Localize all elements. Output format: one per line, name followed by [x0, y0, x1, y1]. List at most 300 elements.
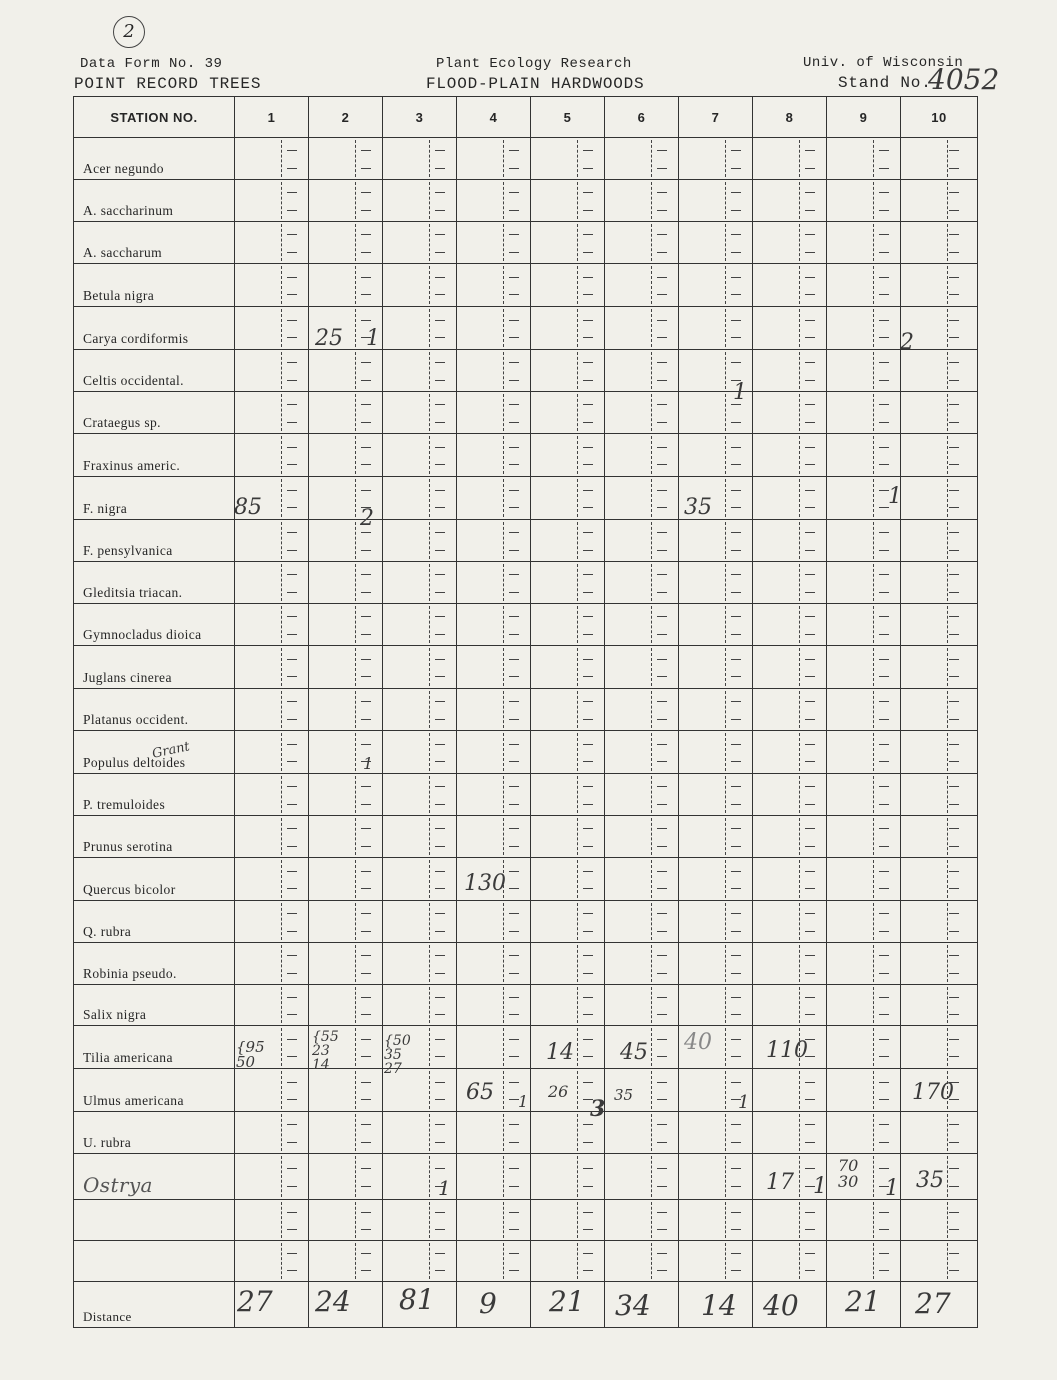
station-cell[interactable] [383, 731, 457, 774]
station-cell[interactable] [753, 264, 827, 307]
station-cell[interactable] [531, 985, 605, 1026]
station-cell[interactable] [605, 307, 679, 350]
station-cell[interactable] [605, 180, 679, 222]
station-cell[interactable] [679, 943, 753, 985]
station-cell[interactable] [235, 858, 309, 901]
station-cell[interactable] [309, 562, 383, 604]
station-cell[interactable] [753, 1200, 827, 1241]
species-row [74, 307, 978, 350]
station-cell[interactable] [901, 180, 978, 222]
community-title: FLOOD-PLAIN HARDWOODS [426, 75, 645, 93]
distance-value: 9 [479, 1287, 497, 1320]
station-cell[interactable] [309, 858, 383, 901]
station-cell[interactable] [457, 1241, 531, 1282]
station-cell[interactable] [531, 774, 605, 816]
station-cell[interactable] [827, 307, 901, 350]
station-cell[interactable] [605, 901, 679, 943]
station-cell[interactable] [827, 858, 901, 901]
station-cell[interactable] [383, 264, 457, 307]
station-cell[interactable] [531, 816, 605, 858]
station-cell[interactable] [827, 138, 901, 180]
station-cell[interactable] [457, 307, 531, 350]
species-name: Crataegus sp. [74, 392, 235, 434]
station-cell[interactable] [383, 222, 457, 264]
station-cell[interactable] [531, 901, 605, 943]
station-cell[interactable] [827, 222, 901, 264]
entry-fnigra-1: 85 [234, 495, 262, 520]
station-cell[interactable] [753, 774, 827, 816]
station-cell[interactable] [383, 1112, 457, 1154]
station-cell[interactable] [827, 731, 901, 774]
station-cell[interactable] [753, 985, 827, 1026]
station-cell[interactable] [531, 858, 605, 901]
entry-tilia-1: {95 50 [236, 1038, 265, 1071]
station-cell[interactable] [679, 646, 753, 689]
station-cell[interactable] [827, 774, 901, 816]
species-name: Quercus bicolor [74, 858, 235, 901]
station-cell[interactable] [679, 1241, 753, 1282]
entry-carya-2-count: 1 [366, 326, 380, 351]
station-cell[interactable] [531, 562, 605, 604]
station-cell[interactable] [383, 943, 457, 985]
station-cell[interactable] [309, 604, 383, 646]
station-cell[interactable] [901, 604, 978, 646]
station-cell[interactable] [827, 985, 901, 1026]
station-cell[interactable] [531, 731, 605, 774]
entry-ostrya-8: 17 [766, 1170, 794, 1195]
station-cell[interactable] [309, 1200, 383, 1241]
station-cell[interactable] [901, 392, 978, 434]
species-row [74, 604, 978, 646]
species-row [74, 901, 978, 943]
station-cell[interactable] [753, 138, 827, 180]
station-cell[interactable] [753, 477, 827, 520]
station-cell[interactable] [531, 1154, 605, 1200]
station-cell[interactable] [309, 222, 383, 264]
station-cell[interactable] [901, 222, 978, 264]
station-cell[interactable] [457, 264, 531, 307]
station-cell[interactable] [235, 392, 309, 434]
station-cell[interactable] [235, 689, 309, 731]
station-cell[interactable] [383, 477, 457, 520]
station-cell[interactable] [753, 646, 827, 689]
program-title: Plant Ecology Research [436, 56, 632, 72]
station-cell[interactable] [605, 1241, 679, 1282]
station-cell[interactable] [827, 264, 901, 307]
station-cell[interactable] [679, 222, 753, 264]
station-cell[interactable] [901, 1200, 978, 1241]
species-name: F. nigra [74, 477, 235, 520]
distance-cell [457, 1282, 531, 1328]
station-cell[interactable] [605, 689, 679, 731]
distance-cell [679, 1282, 753, 1328]
species-row [74, 646, 978, 689]
station-cell[interactable] [679, 1200, 753, 1241]
station-cell[interactable] [309, 1154, 383, 1200]
station-cell[interactable] [679, 689, 753, 731]
entry-carya-2: 25 [315, 326, 343, 351]
species-row [74, 264, 978, 307]
station-cell[interactable] [901, 1112, 978, 1154]
station-cell[interactable] [605, 264, 679, 307]
entry-fnigra-9: 1 [888, 484, 902, 509]
station-cell[interactable] [531, 477, 605, 520]
station-cell[interactable] [605, 943, 679, 985]
station-cell[interactable] [753, 604, 827, 646]
station-cell[interactable] [753, 392, 827, 434]
station-cell[interactable] [679, 985, 753, 1026]
station-cell[interactable] [827, 1241, 901, 1282]
station-cell[interactable] [827, 943, 901, 985]
station-cell[interactable] [457, 434, 531, 477]
station-cell[interactable] [309, 180, 383, 222]
station-cell[interactable] [753, 180, 827, 222]
station-cell[interactable] [827, 180, 901, 222]
station-cell[interactable] [383, 562, 457, 604]
station-cell[interactable] [309, 138, 383, 180]
species-name: U. rubra [74, 1112, 235, 1154]
station-cell[interactable] [679, 604, 753, 646]
station-cell[interactable] [605, 392, 679, 434]
station-3-header: 3 [383, 97, 457, 138]
station-cell[interactable] [309, 901, 383, 943]
station-cell[interactable] [827, 604, 901, 646]
station-cell[interactable] [901, 858, 978, 901]
station-cell[interactable] [827, 689, 901, 731]
station-cell[interactable] [901, 1241, 978, 1282]
station-cell[interactable] [235, 985, 309, 1026]
station-cell[interactable] [457, 604, 531, 646]
station-cell[interactable] [605, 222, 679, 264]
station-cell[interactable] [457, 138, 531, 180]
station-cell[interactable] [309, 1069, 383, 1112]
station-cell[interactable] [457, 392, 531, 434]
station-cell[interactable] [605, 1154, 679, 1200]
station-cell[interactable] [383, 646, 457, 689]
station-cell[interactable] [753, 943, 827, 985]
station-cell[interactable] [679, 562, 753, 604]
species-row [74, 392, 978, 434]
station-cell[interactable] [531, 646, 605, 689]
station-cell[interactable] [457, 1200, 531, 1241]
station-cell[interactable] [901, 138, 978, 180]
entry-ulmus-6: 35 [614, 1086, 634, 1104]
station-cell[interactable] [753, 434, 827, 477]
station-cell[interactable] [235, 901, 309, 943]
station-cell[interactable] [901, 689, 978, 731]
station-cell[interactable] [457, 350, 531, 392]
station-cell[interactable] [827, 392, 901, 434]
entry-tilia-2: {55 23 14 [312, 1029, 339, 1073]
station-cell[interactable] [901, 1026, 978, 1069]
station-cell[interactable] [827, 816, 901, 858]
station-cell[interactable] [457, 774, 531, 816]
station-cell[interactable] [457, 816, 531, 858]
station-cell[interactable] [901, 434, 978, 477]
station-cell[interactable] [679, 307, 753, 350]
entry-fnigra-7: 35 [684, 495, 712, 520]
station-cell[interactable] [235, 520, 309, 562]
station-cell[interactable] [531, 138, 605, 180]
station-cell[interactable] [235, 434, 309, 477]
station-cell[interactable] [753, 350, 827, 392]
entry-carya-10: 2 [900, 330, 914, 355]
station-cell[interactable] [679, 858, 753, 901]
station-cell[interactable] [309, 1241, 383, 1282]
station-cell[interactable] [309, 1112, 383, 1154]
station-cell[interactable] [235, 562, 309, 604]
station-cell[interactable] [531, 307, 605, 350]
station-cell[interactable] [901, 985, 978, 1026]
station-cell[interactable] [753, 222, 827, 264]
species-row [74, 943, 978, 985]
species-row [74, 816, 978, 858]
station-cell[interactable] [605, 562, 679, 604]
station-cell[interactable] [753, 1112, 827, 1154]
station-cell[interactable] [605, 731, 679, 774]
station-cell[interactable] [309, 434, 383, 477]
station-cell[interactable] [605, 774, 679, 816]
station-cell[interactable] [457, 731, 531, 774]
distance-row [74, 1282, 978, 1328]
station-cell[interactable] [383, 816, 457, 858]
station-cell[interactable] [457, 222, 531, 264]
station-cell[interactable] [383, 985, 457, 1026]
station-cell[interactable] [235, 646, 309, 689]
station-2-header: 2 [309, 97, 383, 138]
station-cell[interactable] [383, 901, 457, 943]
species-row [74, 138, 978, 180]
station-cell[interactable] [383, 774, 457, 816]
station-cell[interactable] [235, 350, 309, 392]
station-cell[interactable] [753, 562, 827, 604]
species-row [74, 985, 978, 1026]
station-cell[interactable] [901, 731, 978, 774]
station-cell[interactable] [457, 985, 531, 1026]
station-cell[interactable] [235, 1200, 309, 1241]
station-cell[interactable] [383, 392, 457, 434]
station-cell[interactable] [235, 774, 309, 816]
distance-cell [309, 1282, 383, 1328]
station-cell[interactable] [457, 1026, 531, 1069]
station-cell[interactable] [679, 180, 753, 222]
station-6-header: 6 [605, 97, 679, 138]
entry-tilia-8: 110 [766, 1038, 808, 1063]
station-cell[interactable] [235, 1154, 309, 1200]
station-cell[interactable] [901, 264, 978, 307]
station-cell[interactable] [605, 477, 679, 520]
station-cell[interactable] [383, 434, 457, 477]
station-cell[interactable] [827, 1112, 901, 1154]
station-cell[interactable] [753, 689, 827, 731]
station-cell[interactable] [383, 307, 457, 350]
station-cell[interactable] [901, 816, 978, 858]
station-cell[interactable] [235, 138, 309, 180]
station-cell[interactable] [753, 520, 827, 562]
station-cell[interactable] [457, 646, 531, 689]
station-cell[interactable] [531, 264, 605, 307]
station-cell[interactable] [235, 307, 309, 350]
station-cell[interactable] [605, 604, 679, 646]
distance-cell [383, 1282, 457, 1328]
station-cell[interactable] [901, 901, 978, 943]
station-cell[interactable] [383, 1241, 457, 1282]
station-cell[interactable] [457, 689, 531, 731]
station-cell[interactable] [901, 774, 978, 816]
station-cell[interactable] [235, 1069, 309, 1112]
station-cell[interactable] [679, 774, 753, 816]
station-cell[interactable] [457, 901, 531, 943]
station-cell[interactable] [309, 350, 383, 392]
station-cell[interactable] [605, 350, 679, 392]
station-cell[interactable] [753, 858, 827, 901]
station-cell[interactable] [753, 901, 827, 943]
station-cell[interactable] [827, 520, 901, 562]
stand-number-handwritten: 4052 [928, 63, 1000, 96]
station-cell[interactable] [679, 731, 753, 774]
entry-ostrya-9-count: 1 [885, 1176, 899, 1201]
station-cell[interactable] [383, 180, 457, 222]
station-cell[interactable] [309, 264, 383, 307]
station-cell[interactable] [753, 1069, 827, 1112]
station-cell[interactable] [827, 646, 901, 689]
station-cell[interactable] [901, 350, 978, 392]
station-cell[interactable] [383, 604, 457, 646]
station-cell[interactable] [827, 1069, 901, 1112]
station-cell[interactable] [235, 816, 309, 858]
station-10-header: 10 [901, 97, 978, 138]
station-cell[interactable] [679, 264, 753, 307]
station-cell[interactable] [383, 1200, 457, 1241]
station-cell[interactable] [605, 138, 679, 180]
station-cell[interactable] [457, 477, 531, 520]
station-cell[interactable] [827, 1200, 901, 1241]
station-cell[interactable] [531, 520, 605, 562]
station-cell[interactable] [605, 858, 679, 901]
station-cell[interactable] [531, 943, 605, 985]
distance-cell [827, 1282, 901, 1328]
station-cell[interactable] [531, 1241, 605, 1282]
station-cell[interactable] [457, 180, 531, 222]
station-cell[interactable] [827, 350, 901, 392]
station-cell[interactable] [827, 434, 901, 477]
station-cell[interactable] [383, 138, 457, 180]
station-cell[interactable] [901, 477, 978, 520]
station-cell[interactable] [679, 1112, 753, 1154]
distance-value: 34 [615, 1289, 651, 1322]
station-cell[interactable] [901, 943, 978, 985]
species-name: Prunus serotina [74, 816, 235, 858]
distance-cell [605, 1282, 679, 1328]
station-cell[interactable] [457, 520, 531, 562]
station-cell[interactable] [679, 1154, 753, 1200]
station-cell[interactable] [531, 434, 605, 477]
species-name: Platanus occident. [74, 689, 235, 731]
station-cell[interactable] [383, 520, 457, 562]
station-cell[interactable] [901, 520, 978, 562]
station-cell[interactable] [753, 1241, 827, 1282]
station-cell[interactable] [309, 816, 383, 858]
station-cell[interactable] [679, 138, 753, 180]
station-cell[interactable] [457, 1112, 531, 1154]
station-cell[interactable] [531, 222, 605, 264]
station-cell[interactable] [531, 180, 605, 222]
station-cell[interactable] [531, 689, 605, 731]
station-cell[interactable] [531, 392, 605, 434]
station-cell[interactable] [753, 731, 827, 774]
station-cell[interactable] [235, 180, 309, 222]
species-name: Celtis occidental. [74, 350, 235, 392]
station-cell[interactable] [235, 731, 309, 774]
station-cell[interactable] [531, 1200, 605, 1241]
entry-ostrya-10: 35 [916, 1168, 944, 1193]
species-row [74, 520, 978, 562]
station-cell[interactable] [457, 1154, 531, 1200]
station-cell[interactable] [309, 774, 383, 816]
station-cell[interactable] [753, 307, 827, 350]
station-cell[interactable] [235, 222, 309, 264]
station-cell[interactable] [679, 434, 753, 477]
station-cell[interactable] [605, 646, 679, 689]
station-cell[interactable] [679, 520, 753, 562]
station-cell[interactable] [605, 434, 679, 477]
station-cell[interactable] [235, 604, 309, 646]
species-row [74, 180, 978, 222]
species-row [74, 689, 978, 731]
station-cell[interactable] [309, 985, 383, 1026]
species-row [74, 1112, 978, 1154]
station-cell[interactable] [235, 943, 309, 985]
station-cell[interactable] [753, 816, 827, 858]
point-record-table [73, 96, 978, 1328]
station-cell[interactable] [827, 562, 901, 604]
station-cell[interactable] [901, 562, 978, 604]
station-cell[interactable] [309, 646, 383, 689]
station-cell[interactable] [309, 943, 383, 985]
station-cell[interactable] [679, 816, 753, 858]
station-cell[interactable] [679, 901, 753, 943]
station-cell[interactable] [605, 985, 679, 1026]
station-cell[interactable] [827, 901, 901, 943]
species-name: Carya cordiformis [74, 307, 235, 350]
station-cell[interactable] [605, 816, 679, 858]
station-cell[interactable] [309, 689, 383, 731]
station-cell[interactable] [827, 1026, 901, 1069]
species-name: F. pensylvanica [74, 520, 235, 562]
station-5-header: 5 [531, 97, 605, 138]
station-cell[interactable] [383, 858, 457, 901]
station-cell[interactable] [383, 689, 457, 731]
station-cell[interactable] [235, 1112, 309, 1154]
entry-fnigra-2: 2 [360, 506, 374, 531]
station-cell[interactable] [309, 392, 383, 434]
station-cell[interactable] [531, 350, 605, 392]
station-cell[interactable] [235, 264, 309, 307]
station-cell[interactable] [531, 604, 605, 646]
station-cell[interactable] [457, 562, 531, 604]
station-cell[interactable] [605, 1200, 679, 1241]
station-cell[interactable] [605, 520, 679, 562]
station-cell[interactable] [383, 350, 457, 392]
species-row [74, 434, 978, 477]
station-cell[interactable] [605, 1112, 679, 1154]
species-name: Q. rubra [74, 901, 235, 943]
station-cell[interactable] [235, 1241, 309, 1282]
distance-value: 14 [701, 1289, 737, 1322]
station-cell[interactable] [457, 943, 531, 985]
station-cell[interactable] [901, 646, 978, 689]
distance-cell [753, 1282, 827, 1328]
